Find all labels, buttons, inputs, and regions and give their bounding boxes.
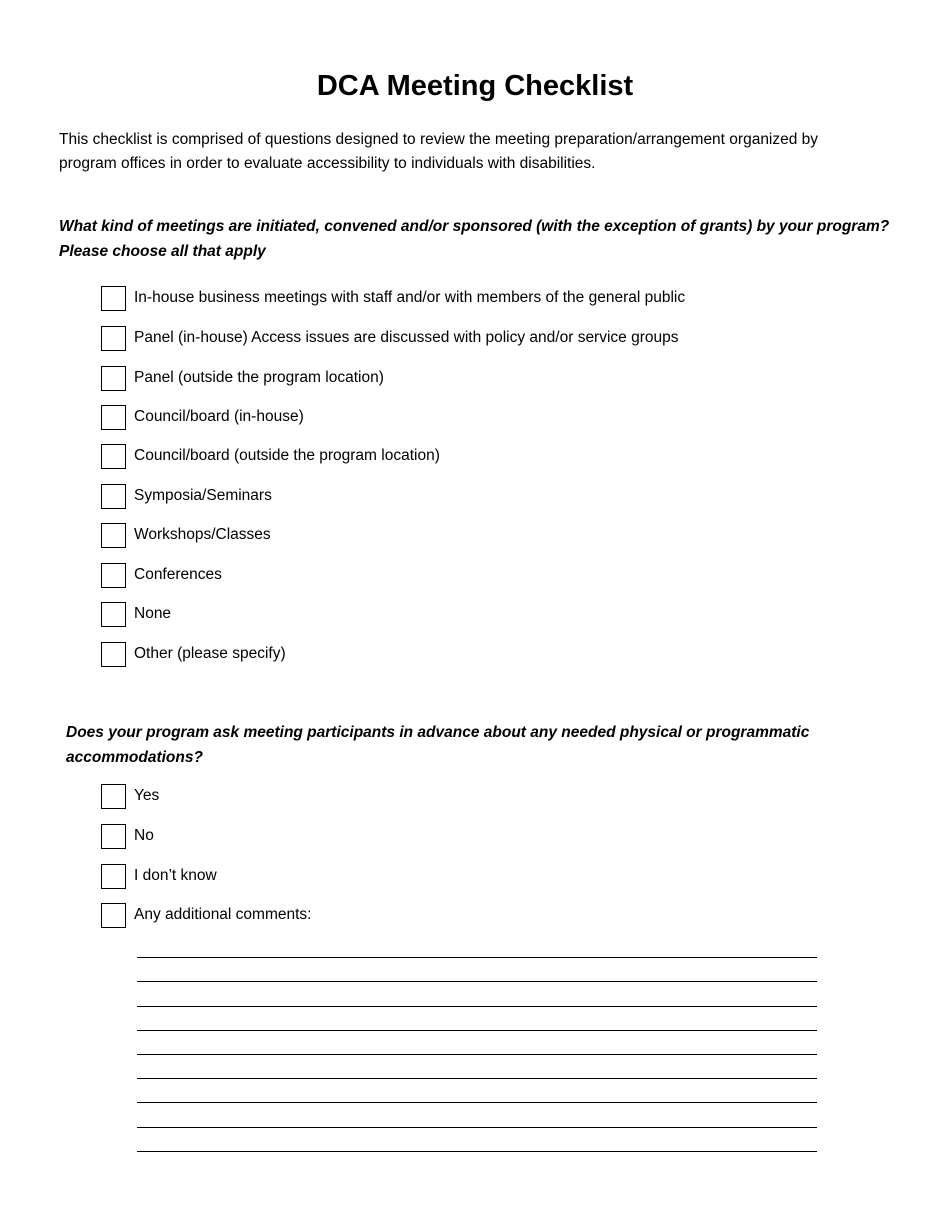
- checkbox[interactable]: [101, 824, 126, 849]
- checkbox-option[interactable]: [101, 521, 271, 549]
- comment-line[interactable]: [137, 1079, 817, 1103]
- comment-line[interactable]: [137, 934, 817, 958]
- option-label: Panel (outside the program location): [134, 369, 384, 386]
- checkbox[interactable]: [101, 444, 126, 469]
- checkbox[interactable]: [101, 484, 126, 509]
- comment-line[interactable]: [137, 1031, 817, 1055]
- checkbox-option[interactable]: [101, 284, 685, 312]
- option-label: Council/board (in-house): [134, 408, 304, 425]
- checkbox[interactable]: [101, 602, 126, 627]
- question-accommodations: Does your program ask meeting participants in advance about any needed physical or programmatic accommodations?: [66, 724, 810, 766]
- checkbox[interactable]: [101, 523, 126, 548]
- checkbox-option[interactable]: [101, 862, 217, 890]
- comment-line[interactable]: [137, 1007, 817, 1031]
- option-label: No: [134, 827, 154, 844]
- checkbox-option[interactable]: [101, 901, 311, 929]
- checkbox[interactable]: [101, 405, 126, 430]
- option-label: Other (please specify): [134, 645, 286, 662]
- checkbox-option[interactable]: [101, 364, 384, 392]
- checkbox-option[interactable]: [101, 822, 154, 850]
- option-label: In-house business meetings with staff and/or with members of the general public: [134, 289, 686, 306]
- checkbox-option[interactable]: [101, 482, 272, 510]
- checkbox[interactable]: [101, 864, 126, 889]
- option-label: Conferences: [134, 566, 222, 583]
- option-label: None: [134, 605, 172, 622]
- comments-lines[interactable]: [137, 934, 817, 1152]
- option-label: Yes: [134, 787, 160, 804]
- checkbox[interactable]: [101, 326, 126, 351]
- checkbox[interactable]: [101, 286, 126, 311]
- checkbox-option[interactable]: [101, 561, 222, 589]
- option-label: Panel (in-house) Access issues are discussed with policy and/or service groups: [134, 329, 679, 346]
- comment-line[interactable]: [137, 1103, 817, 1127]
- comment-line[interactable]: [137, 1128, 817, 1152]
- question-meeting-types: What kind of meetings are initiated, convened and/or sponsored (with the exception of grants) by your program? Please choose all that apply: [59, 218, 890, 260]
- checkbox-option[interactable]: [101, 403, 304, 431]
- comment-line[interactable]: [137, 958, 817, 982]
- checkbox[interactable]: [101, 903, 126, 928]
- checkbox-option[interactable]: [101, 640, 286, 668]
- comment-line[interactable]: [137, 982, 817, 1006]
- checkbox-option[interactable]: [101, 324, 678, 352]
- comment-line[interactable]: [137, 1055, 817, 1079]
- option-label: Any additional comments:: [134, 906, 312, 923]
- checkbox[interactable]: [101, 366, 126, 391]
- checkbox-option[interactable]: [101, 782, 159, 810]
- checkbox[interactable]: [101, 642, 126, 667]
- option-label: Council/board (outside the program location): [134, 447, 440, 464]
- intro-text: This checklist is comprised of questions designed to review the meeting preparation/arrangement organized by program offices in order to evaluate accessibility to individuals with disabilities.: [59, 131, 819, 172]
- option-label: Symposia/Seminars: [134, 487, 272, 504]
- checkbox-option[interactable]: [101, 600, 171, 628]
- page-title: DCA Meeting Checklist: [316, 70, 634, 102]
- option-label: I don’t know: [134, 867, 217, 884]
- checkbox-option[interactable]: [101, 442, 440, 470]
- checkbox[interactable]: [101, 784, 126, 809]
- checkbox[interactable]: [101, 563, 126, 588]
- option-label: Workshops/Classes: [134, 526, 271, 543]
